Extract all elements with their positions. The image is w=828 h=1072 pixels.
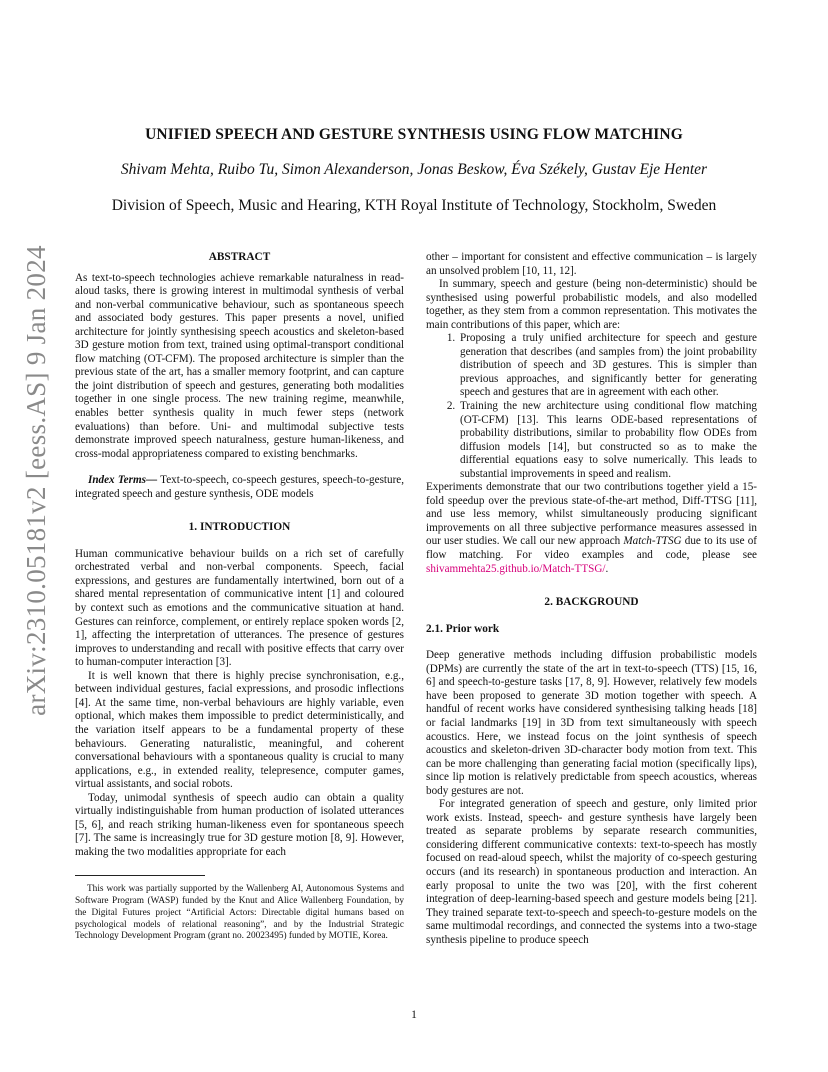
index-terms-label: Index Terms— <box>88 474 158 487</box>
right-column <box>426 251 757 947</box>
background-paragraph-2: For integrated generation of speech and gesture, only limited prior work exists. Instead, speech- and gesture synthesis have largely been treated as separate problems by separate research communities, considering different communicative contexts: text-to-speech has mostly focused on read-aloud speech, whilst the majority of co-speech gesturing occurs (and its research) in spontaneous production and interaction. An early proposal to unite the two was [20], with the first coherent integration of deep-learning-based speech and gesture models being [21]. They trained separate text-to-speech and speech-to-gesture models on the same multimodal recordings, and connected the systems into a two-stage synthesis pipeline to produce speech <box>426 798 757 946</box>
paper-title: UNIFIED SPEECH AND GESTURE SYNTHESIS USING FLOW MATCHING <box>145 126 683 143</box>
left-column <box>75 251 404 943</box>
approach-name: Match-TTSG <box>623 535 682 548</box>
summary-paragraph: In summary, speech and gesture (being non-deterministic) should be synthesised using powerful probabilistic models, and also modelled together, as they stem from a common representation. This motivates the main contributions of this paper, which are: <box>426 278 757 331</box>
experiments-text-b: due to its use of flow matching. For video examples and code, please see <box>426 535 757 562</box>
introduction-heading: 1. INTRODUCTION <box>188 521 291 534</box>
abstract-text: As text-to-speech technologies achieve remarkable naturalness in read-aloud tasks, there is growing interest in multimodal synthesis of verbal and non-verbal communicative behaviour, such as spontaneous speech and associated body gestures. This paper presents a novel, unified architecture for jointly synthesising speech acoustics and skeleton-based 3D gesture motion from text, trained using optimal-transport conditional flow matching (OT-CFM). The proposed architecture is simpler than the previous state of the art, has a smaller memory footprint, and can capture the joint distribution of speech and gestures, generating both modalities together in one single process. The new training regime, meanwhile, enables better synthesis quality in much fewer steps (network evaluations) than before. Uni- and multimodal subjective tests demonstrate improved speech naturalness, gesture human-likeness, and cross-modal appropriateness compared to existing benchmarks. <box>75 271 404 460</box>
project-link[interactable]: shivammehta25.github.io/Match-TTSG/ <box>426 562 606 575</box>
arxiv-stamp-text: arXiv:2310.05181v2 [eess.AS] 9 Jan 2024 <box>20 244 51 716</box>
intro-continuation: other – important for consistent and effective communication – is largely an unsolved problem [10, 11, 12]. <box>426 251 757 277</box>
index-terms <box>75 474 404 501</box>
index-terms-text: Text-to-speech, co-speech gestures, speech-to-gesture, integrated speech and gesture synthesis, ODE models <box>75 474 405 500</box>
funding-footnote: This work was partially supported by the Wallenberg AI, Autonomous Systems and Software Program (WASP) funded by the Knut and Alice Wallenberg Foundation, by the Digital Futures project “Artificial Actors: Directable digital humans based on psychological models of relational reasoning”, and by the Industrial Strategic Technology Development Program (grant no. 20023495) funded by MOTIE, Korea. <box>75 884 404 942</box>
intro-paragraph-1: Human communicative behaviour builds on a rich set of carefully orchestrated verbal and non-verbal components. Speech, facial expressions, and gestures are fundamentally intertwined, born out of a shared mental representation of communicative intent [1] and coloured by context such as emotions and the communicative situation at hand. Gestures can reinforce, complement, or entirely replace spoken words [2, 1], affecting the interpretation of utterances. The presence of gestures improves to understanding and recall with positive effects that carry over to human-computer interaction [3]. <box>75 547 404 669</box>
author-list: Shivam Mehta, Ruibo Tu, Simon Alexanderson, Jonas Beskow, Éva Székely, Gustav Eje Henter <box>120 161 708 178</box>
intro-paragraph-3: Today, unimodal synthesis of speech audio can obtain a quality virtually indistinguishable from human production of isolated utterances [5, 6], and reach striking human-likeness even for spontaneous speech [7]. The same is increasingly true for 3D gesture motion [8, 9]. However, making the two modalities appropriate for each <box>75 791 404 858</box>
affiliation: Division of Speech, Music and Hearing, KTH Royal Institute of Technology, Stockholm, Sweden <box>111 197 717 214</box>
arxiv-stamp <box>16 244 56 716</box>
contribution-item: 1. Proposing a truly unified architecture for speech and gesture generation that describes (and samples from) the joint probability distribution of speech and 3D gestures. This is simpler than previous approaches, and significantly better for generating speech and gestures that are in agreement with each other. <box>458 332 757 400</box>
experiments-text-c: . <box>605 562 609 575</box>
background-paragraph-1: Deep generative methods including diffusion probabilistic models (DPMs) are currently the state of the art in text-to-speech (TTS) [15, 16, 6] and speech-to-gesture tasks [17, 8, 9]. However, relatively few models have been proposed to generate 3D motion together with speech. A handful of recent works have considered synthesising talking heads [18] or facial landmarks [19] in 3D from text simultaneously with speech acoustics. Here, we instead focus on the joint synthesis of speech acoustics and skeleton-driven 3D-character body motion from text. This can be more challenging than generating facial motion (specifically lips), since lip motion is relatively predictable from speech acoustics, whereas body gestures are not. <box>426 649 757 797</box>
footnote-rule <box>75 875 205 876</box>
background-heading: 2. BACKGROUND <box>544 596 639 609</box>
intro-paragraph-2: It is well known that there is highly precise synchronisation, e.g., between individual gestures, facial expressions, and prosodic inflections [4]. At the same time, non-verbal behaviours are highly variable, even optional, which makes them impossible to predict deterministically, and the variation itself appears to be a fundamental property of these behaviours. Generating naturalistic, meaningful, and coherent conversational behaviours with a spontaneous quality is crucial to many applications, e.g., in extended reality, telepresence, computer games, virtual assistants, and social robots. <box>75 669 404 791</box>
contribution-list <box>426 332 757 481</box>
prior-work-heading: 2.1. Prior work <box>426 622 500 635</box>
experiments-paragraph <box>426 481 757 576</box>
abstract-heading: ABSTRACT <box>208 251 271 263</box>
contribution-item: 2. Training the new architecture using conditional flow matching (OT-CFM) [13]. This learns ODE-based representations of probability distributions, similar to probability flow ODEs from diffusion models [14], but constructed so as to make the differential equations easy to solve numerically. This leads to substantial improvements in speed and realism. <box>458 400 757 481</box>
experiments-text-a: Experiments demonstrate that our two contributions together yield a 15-fold speedup over the previous state-of-the-art method, Diff-TTSG [11], and use less memory, whilst simultaneously producing significant improvements on all three subjective performance measures assessed in our user studies. We call our new approach <box>426 481 757 548</box>
page-number: 1 <box>411 1009 417 1021</box>
